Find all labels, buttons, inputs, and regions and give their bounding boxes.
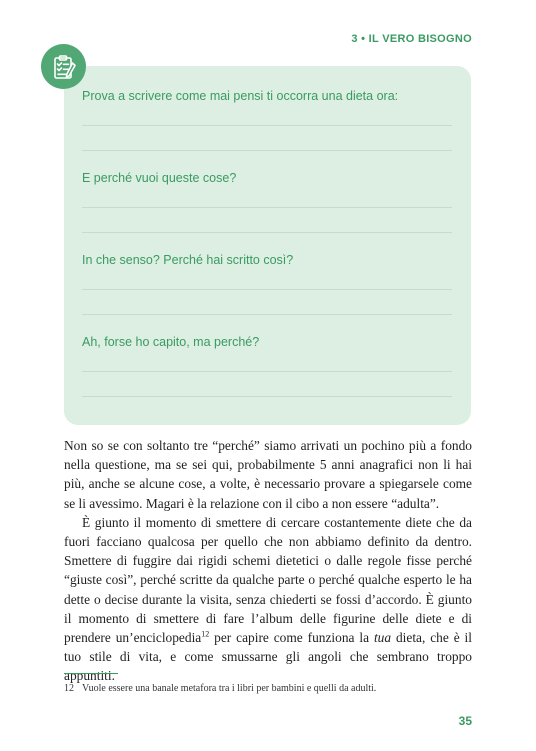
answer-line[interactable] (82, 371, 452, 372)
answer-line[interactable] (82, 232, 452, 233)
body-paragraph-2 (64, 513, 472, 686)
answer-line[interactable] (82, 289, 452, 290)
answer-line[interactable] (82, 314, 452, 315)
answer-line[interactable] (82, 150, 452, 151)
body-paragraph-2-part-c: dieta, che è il tuo stile di vita, e come smussarne gli angoli che sembrano troppo appuntiti. (64, 630, 472, 684)
running-head: 3 • IL VERO BISOGNO (351, 33, 472, 45)
footnote-reference[interactable]: 12 (201, 629, 210, 639)
footnote-number: 12 (64, 683, 74, 694)
body-text (64, 436, 472, 686)
body-paragraph-1: Non so se con soltanto tre “perché” siamo arrivati un pochino più a fondo nella questione, ma se sei qui, probabilmente 5 anni anagrafici non li hai più, anche se alcune cose, a volte, è necessario provare a spiegarsele come se li avessimo. Magari è la relazione con il cibo a non essere “adulta”. (64, 438, 472, 511)
exercise-question-4: Ah, forse ho capito, ma perché? (82, 335, 260, 349)
answer-line[interactable] (82, 207, 452, 208)
exercise-question-1: Prova a scrivere come mai pensi ti occorra una dieta ora: (82, 89, 399, 103)
exercise-question-3: In che senso? Perché hai scritto così? (82, 253, 294, 267)
footnote-text: Vuole essere una banale metafora tra i libri per bambini e quelli da adulti. (82, 683, 377, 694)
page-number: 35 (458, 714, 472, 728)
body-paragraph-2-part-b: per capire come funziona la (209, 630, 374, 646)
exercise-badge (41, 44, 86, 89)
answer-line[interactable] (82, 396, 452, 397)
checklist-clipboard-icon (50, 53, 78, 81)
body-paragraph-2-emphasis: tua (373, 630, 392, 646)
footnote (64, 683, 474, 694)
footnote-rule (64, 673, 118, 674)
answer-line[interactable] (82, 125, 452, 126)
body-paragraph-2-part-a: È giunto il momento di smettere di cercare costantemente diete che da fuori facciano qualcosa per quello che non abbiamo definito da dentro. Smettere di fuggire dai rigidi schemi dietetici o dalle regole fisse perché “giuste così”, perché scritte da qualche parte o perché qualche esperto le ha dette o decise durante la visita, senza chiederti se fossi d’accordo. È giunto il momento di smettere di fare l’album delle figurine delle diete e di prendere un’enciclopedia (64, 514, 472, 646)
exercise-question-2: E perché vuoi queste cose? (82, 171, 237, 185)
